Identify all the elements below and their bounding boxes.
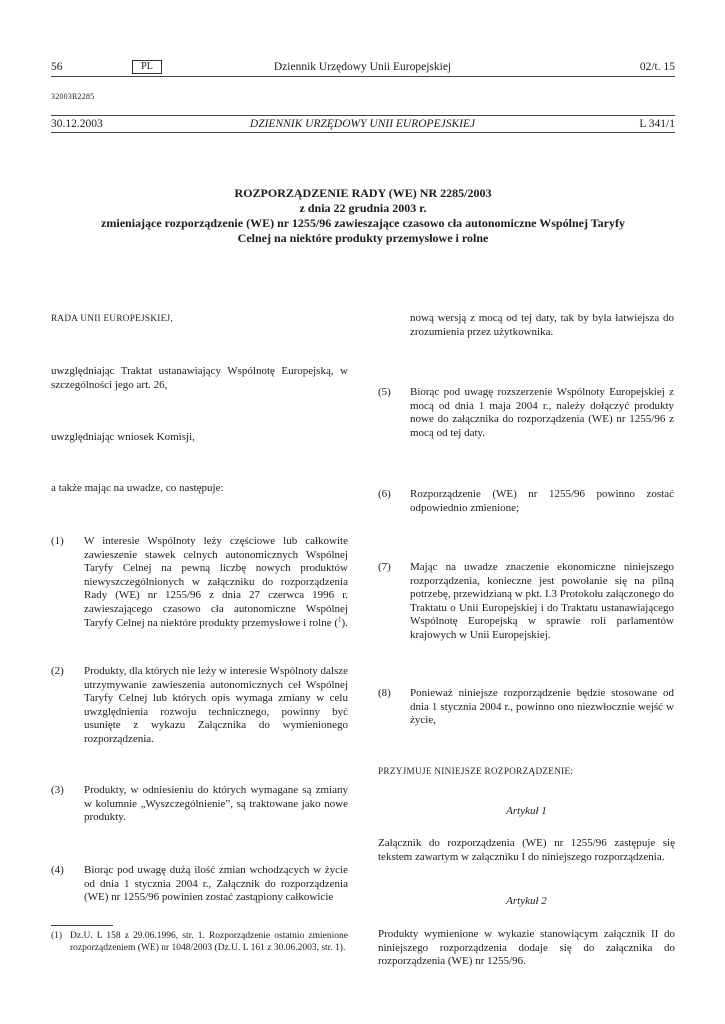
recital-number: (8): [378, 687, 391, 699]
recital-1-body: W interesie Wspólnoty leży częściowe lub całkowite zawieszenie stawek celnych autonomicznych Wspólnej Taryfy Celnej na pewną liczbę nowych produktów niewyszczególnionych w załączniku do rozporządzenia Rady (WE) nr 1255/96 z dnia 27 czerwca 1996 r. zawieszającego czasowo cła autonomiczne Wspólnej Taryfy Celnej na niektóre produkty przemysłowe i rolne (: [84, 535, 348, 629]
recital-number: (6): [378, 488, 391, 500]
footnote-marker: (1): [51, 931, 63, 941]
recital-text: Biorąc pod uwagę rozszerzenie Wspólnoty Europejskiej z mocą od dnia 1 maja 2004 r., należy dołączyć produkty nowe do załącznika do rozporządzenia (WE) nr 1255/96 z mocą od tej daty.: [410, 386, 674, 439]
recital-text: Ponieważ niniejsze rozporządzenie będzie stosowane od dnia 1 stycznia 2004 r., powinno ono niezwłocznie wejść w życie,: [410, 687, 674, 727]
recital-number: (5): [378, 386, 391, 398]
recital-text: Rozporządzenie (WE) nr 1255/96 powinno zostać odpowiednio zmienione;: [410, 488, 674, 514]
council-name: RADA UNII EUROPEJSKIEJ,: [51, 313, 174, 323]
recital-number: (7): [378, 561, 391, 573]
article-2-heading: Artykuł 2: [506, 895, 547, 907]
whereas-intro: a także mając na uwadze, co następuje:: [51, 482, 224, 494]
header-rule: [51, 76, 675, 77]
page-number: 56: [51, 61, 63, 73]
title-line-3: zmieniające rozporządzenie (WE) nr 1255/96 zawieszające czasowo cła autonomiczne Wspólnej Taryfy: [101, 216, 625, 230]
article-2-text: Produkty wymienione w wykazie stanowiącym załącznik II do niniejszego rozporządzenia dodaje się do załącznika do rozporządzenia (WE) nr 1255/96.: [378, 928, 675, 968]
inner-header-top-rule: [51, 115, 675, 116]
publication-date: 30.12.2003: [51, 118, 103, 130]
recital-text: Produkty, w odniesieniu do których wymagane są zmiany w kolumnie „Wyszczególnienie”, są traktowane jako nowe produkty.: [84, 784, 348, 824]
inner-header-bottom-rule: [51, 132, 675, 133]
title-line-4: Celnej na niektóre produkty przemysłowe i rolne: [237, 231, 489, 245]
recital-number: (4): [51, 864, 64, 876]
recital-1-tail: ).: [341, 616, 348, 629]
having-regard-treaty: uwzględniając Traktat ustanawiający Wspólnotę Europejską, w szczególności jego art. 26,: [51, 365, 348, 391]
recital-number: (2): [51, 665, 64, 677]
oj-reference: L 341/1: [639, 118, 675, 130]
footnote-text: Dz.U. L 158 z 29.06.1996, str. 1. Rozporządzenie ostatnio zmienione rozporządzeniem (WE) nr 1048/2003 (Dz.U. L 161 z 30.06.2003, str. 1).: [70, 931, 348, 953]
having-regard-proposal: uwzględniając wniosek Komisji,: [51, 431, 195, 443]
recital-text: Produkty, dla których nie leży w interesie Wspólnoty dalsze utrzymywanie zawieszenia autonomicznych ceł Wspólnej Taryfy Celnej lub których opis wymaga zmiany w celu uwzględnienia rozwoju technicznego, powinny być usunięte z wykazu Załącznika do wymienionego rozporządzenia.: [84, 665, 348, 745]
recital-text: [84, 535, 348, 630]
title-line-1: ROZPORZĄDZENIE RADY (WE) NR 2285/2003: [234, 186, 492, 200]
recital-number: (1): [51, 535, 64, 547]
journal-title: Dziennik Urzędowy Unii Europejskiej: [273, 61, 452, 73]
inner-journal-title: DZIENNIK URZĘDOWY UNII EUROPEJSKIEJ: [249, 118, 476, 130]
celex-number: 32003R2285: [51, 92, 95, 101]
recital-text: Biorąc pod uwagę dużą ilość zmian wchodzących w życie od dnia 1 stycznia 2004 r., Załącznik do rozporządzenia (WE) nr 1255/96 powinien zostać zastąpiony całkowicie: [84, 864, 348, 904]
recital-number: (3): [51, 784, 64, 796]
article-1-heading: Artykuł 1: [506, 805, 547, 817]
volume-label: 02/t. 15: [639, 61, 675, 73]
article-1-text: Załącznik do rozporządzenia (WE) nr 1255/96 zastępuje się tekstem zawartym w załączniku I do niniejszego rozporządzenia.: [378, 837, 675, 863]
language-box: PL: [132, 60, 162, 74]
footnote-separator: [51, 925, 113, 926]
adoption-formula: PRZYJMUJE NINIEJSZE ROZPORZĄDZENIE:: [378, 766, 574, 776]
title-line-2: z dnia 22 grudnia 2003 r.: [299, 201, 427, 215]
recital-4-continuation: nową wersją z mocą od tej daty, tak by była łatwiejsza do zrozumienia przez użytkownika.: [410, 312, 674, 338]
regulation-title: [51, 186, 675, 246]
recital-text: Mając na uwadze znaczenie ekonomiczne niniejszego rozporządzenia, konieczne jest powołanie się na pilną potrzebę, przewidzianą w pkt. I.3 Protokołu załączonego do Traktatu o Unii Europejskiej i do Traktatu ustanawiającego Wspólnotę Europejską w sprawie roli parlamentów krajowych w Unii Europejskiej.: [410, 561, 674, 641]
footnote-reference: 1: [337, 614, 342, 623]
